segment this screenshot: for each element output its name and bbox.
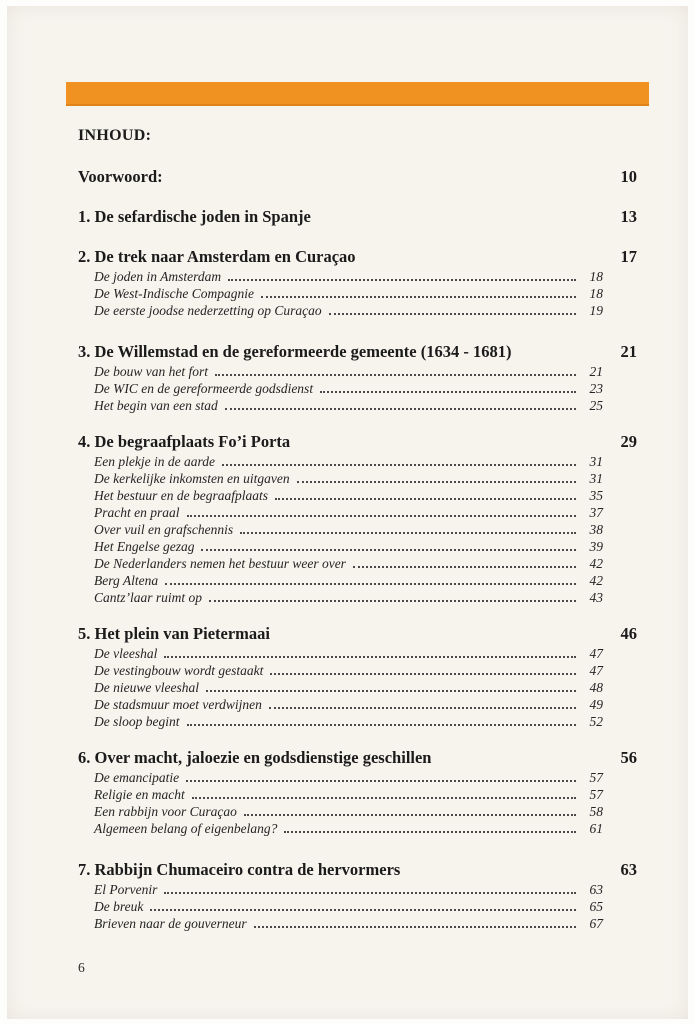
toc-chapter-page-number: 56 bbox=[620, 748, 637, 767]
toc-content bbox=[7, 126, 688, 976]
toc-sub-entry bbox=[94, 769, 637, 786]
toc-sub-page-number: 57 bbox=[589, 770, 603, 785]
toc-sub-page-number: 25 bbox=[589, 398, 603, 413]
toc-sub-entry bbox=[94, 555, 637, 572]
toc-chapter-title: 1. De sefardische joden in Spanje bbox=[78, 207, 311, 226]
toc-sub-page-number: 39 bbox=[589, 539, 603, 554]
toc-sub-entry bbox=[94, 521, 637, 538]
toc-chapter-title: 2. De trek naar Amsterdam en Curaçao bbox=[78, 247, 356, 266]
toc-sub-title: Een rabbijn voor Curaçao bbox=[94, 804, 237, 819]
toc-sub-title: Religie en macht bbox=[94, 787, 185, 802]
toc-sub-title: De bouw van het fort bbox=[94, 364, 208, 379]
toc-chapter-row bbox=[78, 748, 637, 768]
toc-sub-page-number: 49 bbox=[589, 697, 603, 712]
toc-sub-page-number: 67 bbox=[589, 916, 603, 931]
toc-sub-title: Algemeen belang of eigenbelang? bbox=[94, 821, 278, 836]
toc-sub-entry bbox=[94, 302, 637, 319]
scanned-toc-page bbox=[7, 6, 688, 1019]
toc-sub-page-number: 18 bbox=[589, 269, 603, 284]
toc-chapter-page-number: 29 bbox=[620, 432, 637, 451]
toc-sub-entry bbox=[94, 915, 637, 932]
toc-chapter-row bbox=[78, 860, 637, 880]
dotted-leader bbox=[270, 673, 576, 675]
dotted-leader bbox=[206, 690, 576, 692]
dotted-leader bbox=[222, 464, 576, 466]
toc-sub-title: Het Engelse gezag bbox=[94, 539, 195, 554]
page-title: INHOUD: bbox=[78, 127, 152, 144]
toc-sub-entry bbox=[94, 397, 637, 414]
toc-chapter-row bbox=[78, 624, 637, 644]
toc-sub-title: De emancipatie bbox=[94, 770, 180, 785]
dotted-leader bbox=[187, 515, 577, 517]
toc-sub-entry bbox=[94, 572, 637, 589]
toc-chapter-row bbox=[78, 247, 637, 267]
toc-chapter-page-number: 10 bbox=[620, 167, 637, 186]
toc-sub-entry bbox=[94, 881, 637, 898]
toc-entry-ch6 bbox=[78, 748, 637, 837]
toc-sub-entry bbox=[94, 803, 637, 820]
dotted-leader bbox=[215, 374, 576, 376]
toc-chapter-row bbox=[78, 342, 637, 362]
dotted-leader bbox=[261, 296, 576, 298]
dotted-leader bbox=[244, 814, 576, 816]
toc-chapter-row bbox=[78, 207, 637, 227]
toc-sub-page-number: 58 bbox=[589, 804, 603, 819]
toc-sub-title: De eerste joodse nederzetting op Curaçao bbox=[94, 303, 322, 318]
dotted-leader bbox=[225, 408, 576, 410]
toc-chapter-page-number: 17 bbox=[620, 247, 637, 266]
toc-sub-page-number: 35 bbox=[589, 488, 603, 503]
folio-page-number: 6 bbox=[78, 960, 85, 975]
toc-sub-page-number: 61 bbox=[589, 821, 603, 836]
dotted-leader bbox=[275, 498, 576, 500]
toc-sub-title: Het bestuur en de begraafplaats bbox=[94, 488, 268, 503]
toc-sub-entry bbox=[94, 662, 637, 679]
toc-sub-title: De kerkelijke inkomsten en uitgaven bbox=[94, 471, 290, 486]
toc-entry-voorwoord bbox=[78, 167, 637, 187]
toc-sub-page-number: 18 bbox=[589, 286, 603, 301]
toc-sub-title: Cantz’laar ruimt op bbox=[94, 590, 203, 605]
toc-chapter-title: Voorwoord: bbox=[78, 167, 163, 186]
toc-sub-title: Een plekje in de aarde bbox=[94, 454, 215, 469]
toc-sub-page-number: 43 bbox=[589, 590, 603, 605]
toc-sub-title: De Nederlanders nemen het bestuur weer over bbox=[94, 556, 346, 571]
toc-sub-page-number: 47 bbox=[589, 646, 603, 661]
toc-sub-entry bbox=[94, 696, 637, 713]
toc-sub-entry bbox=[94, 487, 637, 504]
dotted-leader bbox=[165, 583, 576, 585]
dotted-leader bbox=[228, 279, 576, 281]
dotted-leader bbox=[254, 926, 576, 928]
toc-sub-entry bbox=[94, 898, 637, 915]
toc-sub-title: Het begin van een stad bbox=[94, 398, 218, 413]
toc-sub-title: Brieven naar de gouverneur bbox=[94, 916, 247, 931]
toc-sub-page-number: 57 bbox=[589, 787, 603, 802]
toc-chapter-row bbox=[78, 167, 637, 187]
toc-chapter-title: 6. Over macht, jaloezie en godsdienstige geschillen bbox=[78, 748, 432, 767]
accent-bar bbox=[66, 82, 649, 106]
toc-entry-ch1 bbox=[78, 207, 637, 227]
toc-sub-title: De joden in Amsterdam bbox=[94, 269, 222, 284]
dotted-leader bbox=[240, 532, 576, 534]
toc-sub-title: De vestingbouw wordt gestaakt bbox=[94, 663, 264, 678]
toc-chapter-page-number: 46 bbox=[620, 624, 637, 643]
toc-sub-entry bbox=[94, 285, 637, 302]
dotted-leader bbox=[186, 780, 576, 782]
toc-sub-title: Pracht en praal bbox=[94, 505, 180, 520]
toc-sub-title: De West-Indische Compagnie bbox=[94, 286, 254, 301]
toc-chapter-title: 3. De Willemstad en de gereformeerde gemeente (1634 - 1681) bbox=[78, 342, 512, 361]
dotted-leader bbox=[320, 391, 576, 393]
toc-sub-entry bbox=[94, 380, 637, 397]
toc-sub-page-number: 52 bbox=[589, 714, 603, 729]
toc-sub-title: De vleeshal bbox=[94, 646, 158, 661]
toc-sub-title: Berg Altena bbox=[94, 573, 159, 588]
toc-sub-page-number: 48 bbox=[589, 680, 603, 695]
toc-sub-page-number: 37 bbox=[589, 505, 603, 520]
toc-sub-title: Over vuil en grafschennis bbox=[94, 522, 234, 537]
toc-chapter-page-number: 21 bbox=[620, 342, 637, 361]
toc-sub-page-number: 47 bbox=[589, 663, 603, 678]
toc-sub-page-number: 38 bbox=[589, 522, 603, 537]
toc-sub-page-number: 31 bbox=[589, 471, 603, 486]
toc-sub-entry bbox=[94, 453, 637, 470]
toc-sub-entry bbox=[94, 504, 637, 521]
dotted-leader bbox=[187, 724, 577, 726]
dotted-leader bbox=[201, 549, 576, 551]
toc-chapter-row bbox=[78, 432, 637, 452]
dotted-leader bbox=[297, 481, 576, 483]
dotted-leader bbox=[209, 600, 576, 602]
toc-entry-ch4 bbox=[78, 432, 637, 606]
toc-sub-entry bbox=[94, 645, 637, 662]
toc-chapter-title: 4. De begraafplaats Fo’i Porta bbox=[78, 432, 291, 451]
toc-sub-entry bbox=[94, 713, 637, 730]
toc-sub-entry bbox=[94, 786, 637, 803]
toc-sub-entry bbox=[94, 363, 637, 380]
toc-entry-ch7 bbox=[78, 860, 637, 932]
toc-sub-entry bbox=[94, 589, 637, 606]
toc-sub-page-number: 65 bbox=[589, 899, 603, 914]
dotted-leader bbox=[150, 909, 576, 911]
toc-sub-title: De stadsmuur moet verdwijnen bbox=[94, 697, 262, 712]
toc-chapter-title: 5. Het plein van Pietermaai bbox=[78, 624, 271, 643]
toc-sub-title: El Porvenir bbox=[94, 882, 158, 897]
toc-sub-page-number: 42 bbox=[589, 556, 603, 571]
toc-sub-title: De WIC en de gereformeerde godsdienst bbox=[94, 381, 314, 396]
toc-sub-page-number: 31 bbox=[589, 454, 603, 469]
toc-chapter-page-number: 13 bbox=[620, 207, 637, 226]
dotted-leader bbox=[284, 831, 576, 833]
toc-sub-entry bbox=[94, 268, 637, 285]
toc-entry-ch2 bbox=[78, 247, 637, 319]
toc-sub-page-number: 63 bbox=[589, 882, 603, 897]
dotted-leader bbox=[353, 566, 576, 568]
dotted-leader bbox=[164, 892, 576, 894]
dotted-leader bbox=[164, 656, 576, 658]
toc-sub-title: De sloop begint bbox=[94, 714, 180, 729]
toc-sub-page-number: 42 bbox=[589, 573, 603, 588]
dotted-leader bbox=[329, 313, 576, 315]
toc-sub-entry bbox=[94, 679, 637, 696]
toc-sub-entry bbox=[94, 470, 637, 487]
toc-sub-entry bbox=[94, 538, 637, 555]
toc-sub-title: De breuk bbox=[94, 899, 144, 914]
toc-entry-ch3 bbox=[78, 342, 637, 414]
dotted-leader bbox=[269, 707, 576, 709]
dotted-leader bbox=[192, 797, 576, 799]
toc-chapter-page-number: 63 bbox=[620, 860, 637, 879]
toc-sub-page-number: 19 bbox=[589, 303, 603, 318]
toc-sub-entry bbox=[94, 820, 637, 837]
toc-chapter-title: 7. Rabbijn Chumaceiro contra de hervormers bbox=[78, 860, 401, 879]
toc-sub-page-number: 23 bbox=[589, 381, 603, 396]
toc-sub-page-number: 21 bbox=[589, 364, 603, 379]
toc-sub-title: De nieuwe vleeshal bbox=[94, 680, 199, 695]
toc-entry-ch5 bbox=[78, 624, 637, 730]
